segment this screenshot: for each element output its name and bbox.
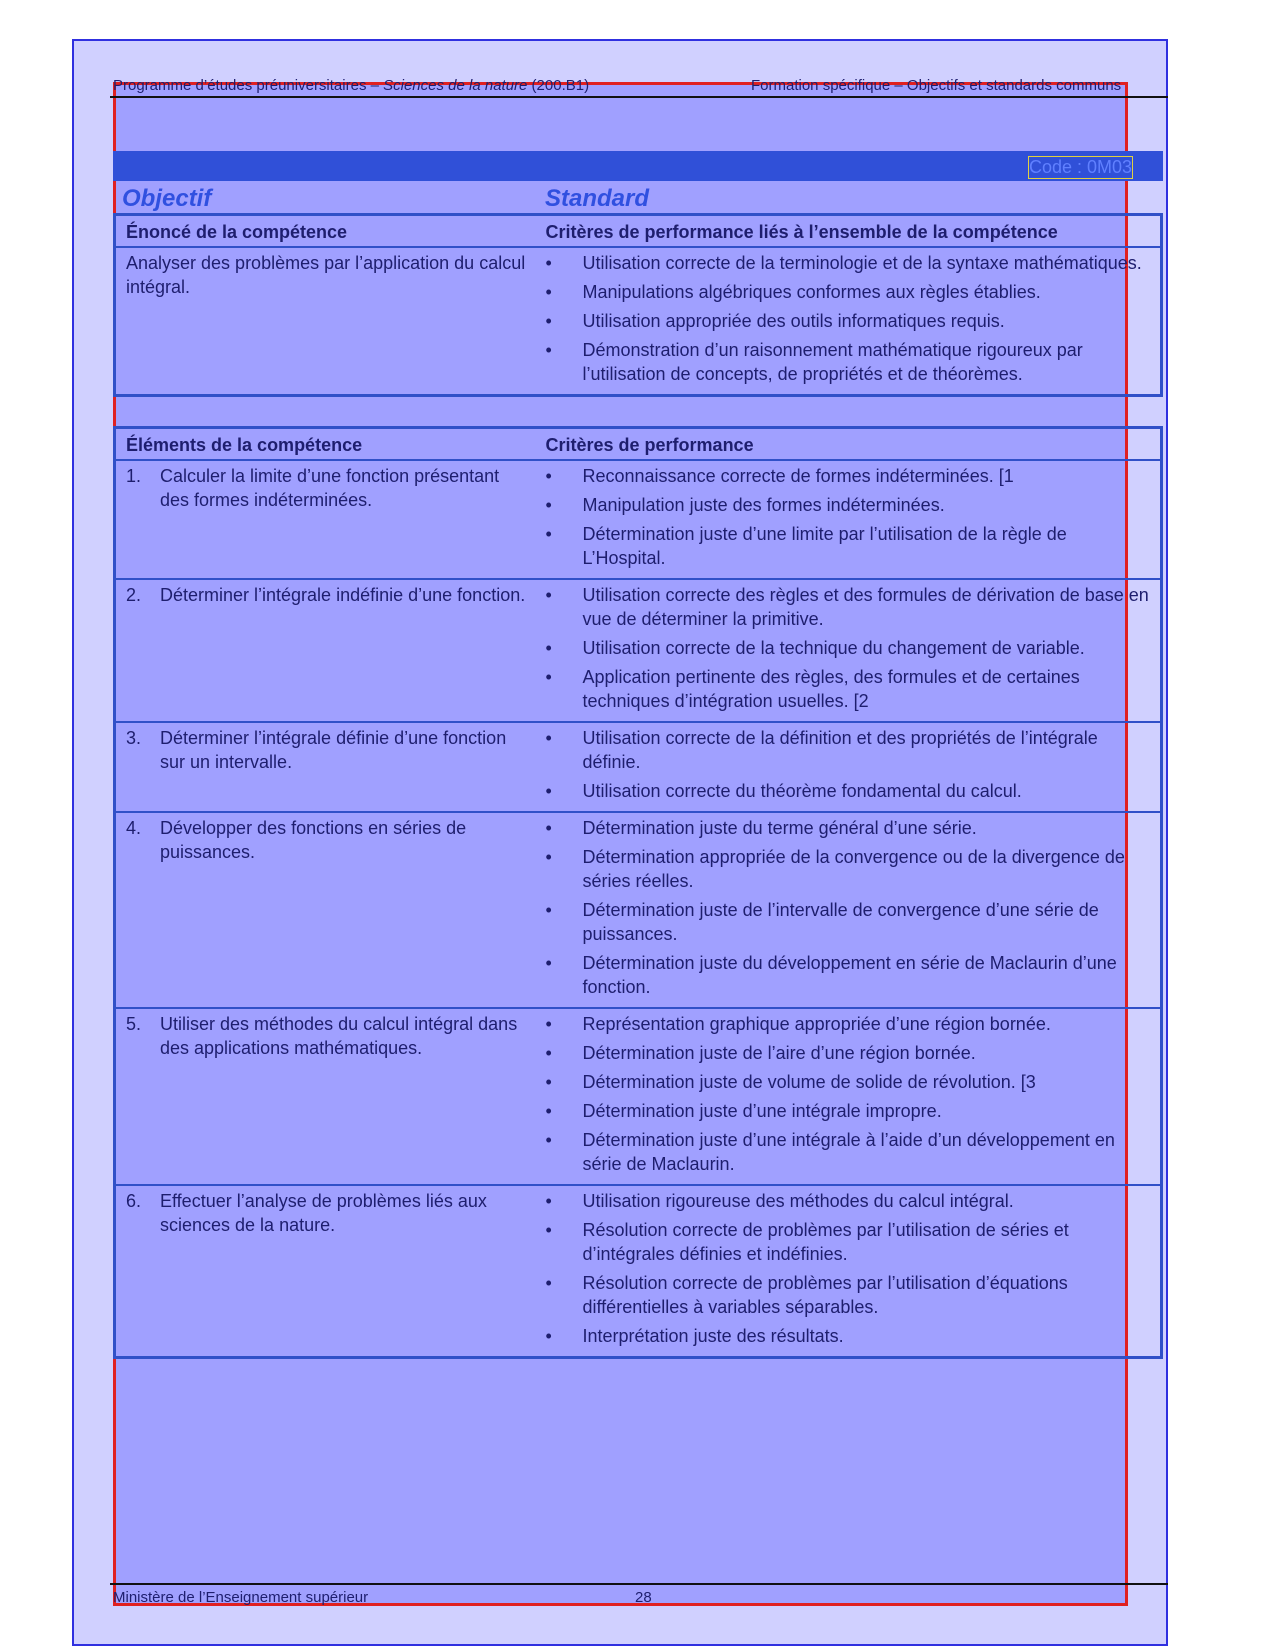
list-item: • Utilisation correcte des règles et des formules de dérivation de base en vue de déterminer la primitive. — [546, 583, 1155, 631]
footer-rule — [110, 1583, 1168, 1585]
criteria-list — [546, 816, 1155, 999]
table-row — [115, 1185, 1162, 1358]
element-number: 5. — [126, 1014, 142, 1034]
list-item: • Reconnaissance correcte de formes indéterminées. [1 — [546, 464, 1155, 488]
list-item: • Utilisation correcte de la définition et des propriétés de l’intégrale définie. — [546, 726, 1155, 774]
header-program: Programme d’études préuniversitaires – — [113, 77, 384, 94]
competence-criteria-list — [546, 251, 1155, 386]
element-text: Développer des fonctions en séries de puissances. — [160, 818, 467, 862]
list-item: • Résolution correcte de problèmes par l’utilisation de séries et d’intégrales définies et indéfinies. — [546, 1218, 1155, 1266]
code-bar — [113, 151, 1163, 181]
section-title-objectif: Objectif — [122, 185, 212, 212]
list-item: • Représentation graphique appropriée d’une région bornée. — [546, 1012, 1155, 1036]
list-item: • Détermination appropriée de la convergence ou de la divergence de séries réelles. — [546, 845, 1155, 893]
criteria-list — [546, 726, 1155, 803]
running-header-left — [113, 77, 589, 94]
list-item: • Résolution correcte de problèmes par l’utilisation d’équations différentielles à variables séparables. — [546, 1271, 1155, 1319]
list-item: • Manipulations algébriques conformes aux règles établies. — [546, 280, 1155, 304]
elements-table — [113, 426, 1163, 1359]
element-text: Effectuer l’analyse de problèmes liés aux sciences de la nature. — [160, 1191, 487, 1235]
table-row — [115, 460, 1162, 579]
element-text: Utiliser des méthodes du calcul intégral dans des applications mathématiques. — [160, 1014, 518, 1058]
section-title-standard: Standard — [545, 185, 650, 212]
criteria-list — [546, 1012, 1155, 1176]
running-header-right: Formation spécifique – Objectifs et standards communs — [751, 77, 1122, 94]
element-number: 2. — [126, 585, 142, 605]
header-program-italic: Sciences de la nature — [383, 77, 528, 94]
criteria-list — [546, 1189, 1155, 1348]
list-item: • Détermination juste de l’intervalle de convergence d’une série de puissances. — [546, 898, 1155, 946]
list-item: • Détermination juste d’une limite par l’utilisation de la règle de L’Hospital. — [546, 522, 1155, 570]
table-row — [115, 579, 1162, 722]
list-item: • Utilisation correcte de la technique du changement de variable. — [546, 636, 1155, 660]
table-row — [115, 722, 1162, 812]
list-item: • Utilisation appropriée des outils informatiques requis. — [546, 309, 1155, 333]
code-label: Code : 0M03 — [1029, 157, 1133, 177]
list-item: • Détermination juste d’une intégrale impropre. — [546, 1099, 1155, 1123]
list-item: • Détermination juste du terme général d’une série. — [546, 816, 1155, 840]
table-row — [115, 1008, 1162, 1185]
competence-header-right: Critères de performance liés à l’ensemble de la compétence — [536, 215, 1162, 248]
competence-statement: Analyser des problèmes par l’application du calcul intégral. — [126, 253, 526, 297]
list-item: • Détermination juste de volume de solide de révolution. [3 — [546, 1070, 1155, 1094]
list-item: • Application pertinente des règles, des formules et de certaines techniques d’intégration usuelles. [2 — [546, 665, 1155, 713]
element-text: Déterminer l’intégrale définie d’une fonction sur un intervalle. — [160, 728, 507, 772]
list-item: • Manipulation juste des formes indéterminées. — [546, 493, 1155, 517]
list-item: • Utilisation correcte de la terminologie et de la syntaxe mathématiques. — [546, 251, 1155, 275]
footer-page-number: 28 — [635, 1589, 652, 1606]
list-item: • Détermination juste du développement en série de Maclaurin d’une fonction. — [546, 951, 1155, 999]
list-item: • Détermination juste de l’aire d’une région bornée. — [546, 1041, 1155, 1065]
competence-header-left: Énoncé de la compétence — [115, 215, 536, 248]
criteria-list — [546, 583, 1155, 713]
list-item: • Interprétation juste des résultats. — [546, 1324, 1155, 1348]
element-number: 4. — [126, 818, 142, 838]
competence-table — [113, 213, 1163, 397]
list-item: • Détermination juste d’une intégrale à l’aide d’un développement en série de Maclaurin. — [546, 1128, 1155, 1176]
footer-ministry: Ministère de l’Enseignement supérieur — [113, 1589, 369, 1606]
list-item: • Démonstration d’un raisonnement mathématique rigoureux par l’utilisation de concepts, de propriétés et de théorèmes. — [546, 338, 1155, 386]
element-number: 1. — [126, 466, 142, 486]
criteria-list — [546, 464, 1155, 570]
elements-header-right: Critères de performance — [536, 428, 1162, 461]
list-item: • Utilisation correcte du théorème fondamental du calcul. — [546, 779, 1155, 803]
element-text: Déterminer l’intégrale indéfinie d’une fonction. — [160, 585, 526, 605]
elements-header-left: Éléments de la compétence — [115, 428, 536, 461]
header-rule — [110, 96, 1168, 98]
list-item: • Utilisation rigoureuse des méthodes du calcul intégral. — [546, 1189, 1155, 1213]
element-number: 6. — [126, 1191, 142, 1211]
element-number: 3. — [126, 728, 142, 748]
header-program-code: (200.B1) — [527, 77, 590, 94]
element-text: Calculer la limite d’une fonction présentant des formes indéterminées. — [160, 466, 500, 510]
table-row — [115, 812, 1162, 1008]
